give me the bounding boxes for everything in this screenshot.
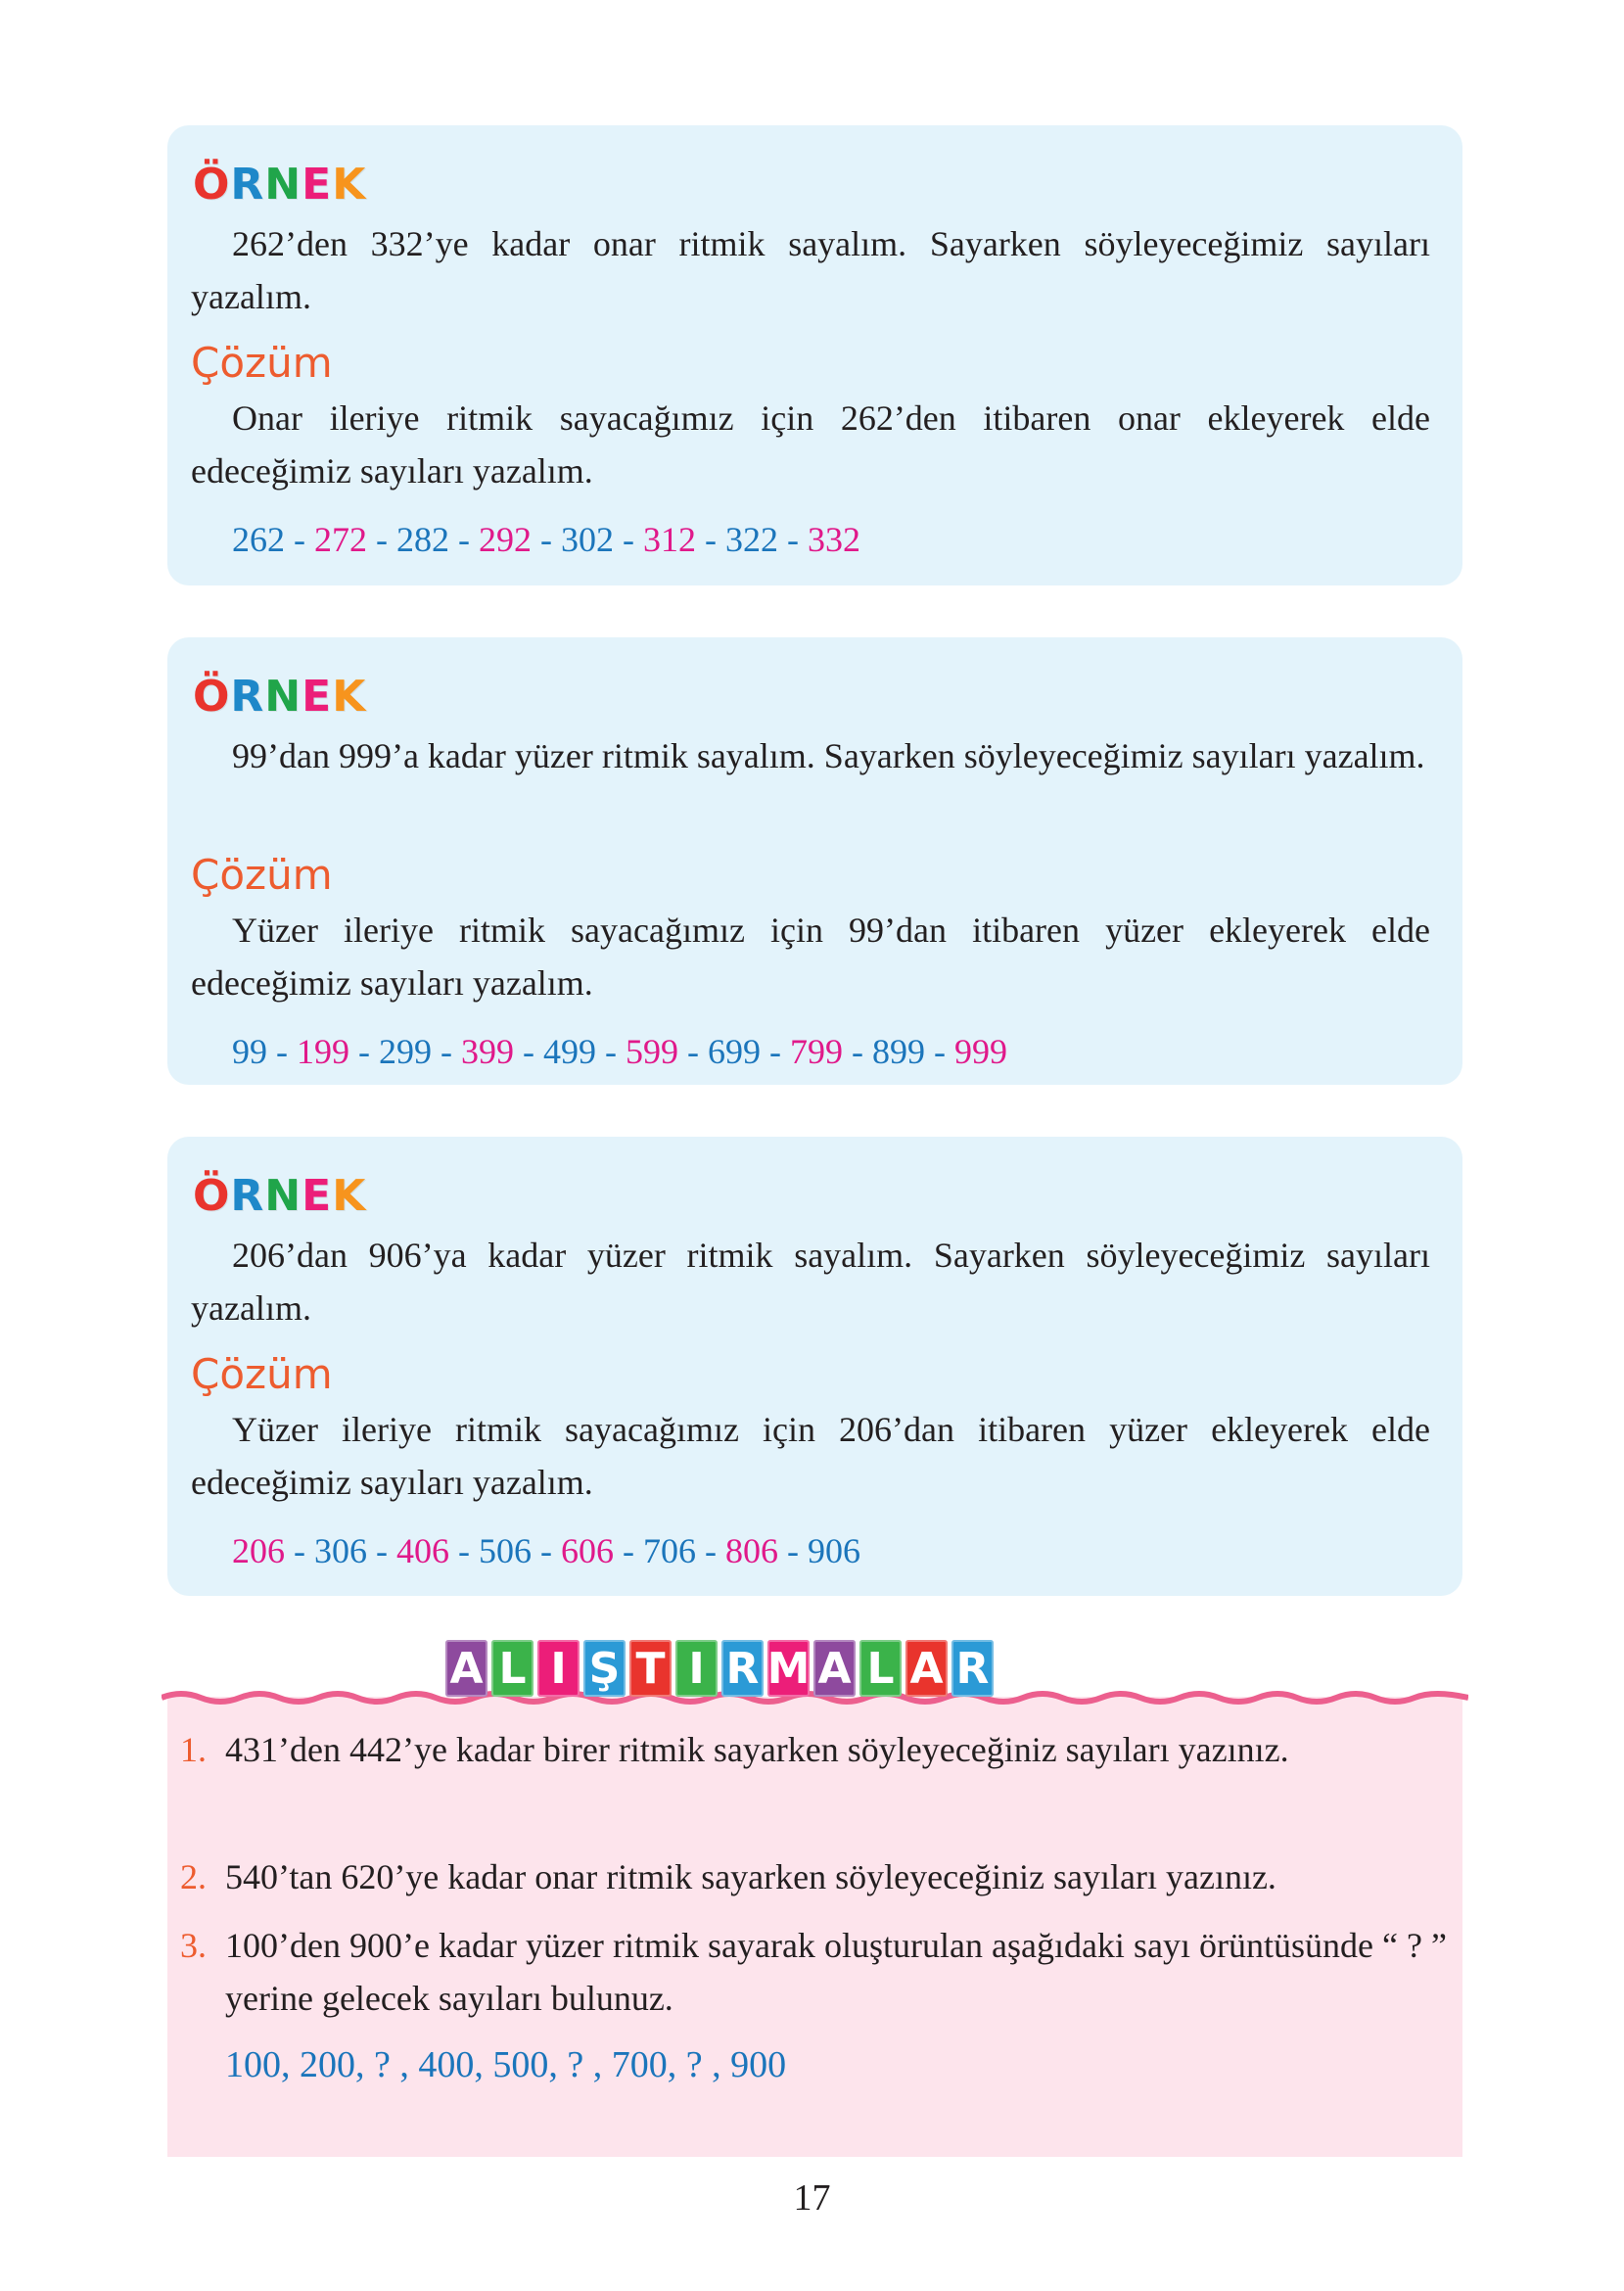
sequence-dash: - — [614, 1531, 643, 1570]
example-box-3 — [167, 1137, 1462, 1596]
solution-label: Çözüm — [191, 339, 333, 387]
sequence-dash: - — [678, 1032, 708, 1071]
ornek-letter: K — [332, 672, 367, 722]
banner-letter-tile: M — [767, 1640, 810, 1697]
exercise-number: 2. — [180, 1857, 207, 1896]
sequence-number: 206 — [232, 1531, 285, 1570]
solution-text: Yüzer ileriye ritmik sayacağımız için 206’dan itibaren yüzer ekleyerek elde edeceğimiz sayıları yazalım. — [191, 1410, 1430, 1502]
sequence-dash: - — [449, 520, 479, 559]
banner-letter-tile: Ş — [583, 1640, 626, 1697]
example-question: 262’den 332’ye kadar onar ritmik sayalım. Sayarken söyleyeceğimiz sayıları yazalım. — [191, 224, 1430, 316]
ornek-letter: Ö — [193, 160, 231, 210]
sequence-number: 806 — [725, 1531, 778, 1570]
sequence-number: 272 — [314, 520, 367, 559]
sequence-number: 706 — [643, 1531, 696, 1570]
sequence-number: 99 — [232, 1032, 267, 1071]
sequence-number: 282 — [396, 520, 449, 559]
ornek-letter: N — [264, 672, 302, 722]
exercise-number: 1. — [180, 1730, 207, 1769]
exercise-text: 540’tan 620’ye kadar onar ritmik sayarken söyleyeceğiniz sayıları yazınız. — [225, 1857, 1276, 1896]
exercise-item-3 — [180, 1919, 1447, 2025]
sequence-number: 322 — [725, 520, 778, 559]
sequence-number: 199 — [297, 1032, 349, 1071]
solution-label: Çözüm — [191, 851, 333, 899]
number-sequence — [232, 515, 860, 564]
sequence-dash: - — [432, 1032, 461, 1071]
sequence-number: 999 — [954, 1032, 1007, 1071]
ornek-letter: K — [332, 160, 367, 210]
sequence-number: 332 — [808, 520, 860, 559]
sequence-number: 606 — [561, 1531, 614, 1570]
example-box-1 — [167, 125, 1462, 585]
sequence-number: 262 — [232, 520, 285, 559]
sequence-number: 699 — [708, 1032, 761, 1071]
banner-letter-tile: A — [813, 1640, 856, 1697]
sequence-dash: - — [449, 1531, 479, 1570]
banner-letter-tile: R — [951, 1640, 994, 1697]
solution-label: Çözüm — [191, 1350, 333, 1398]
sequence-dash: - — [285, 520, 314, 559]
exercise-item-2 — [180, 1850, 1447, 1903]
sequence-dash: - — [843, 1032, 872, 1071]
ornek-letter: E — [302, 160, 333, 210]
banner-letter-tile: A — [445, 1640, 487, 1697]
sequence-number: 306 — [314, 1531, 367, 1570]
ornek-heading — [193, 1171, 367, 1221]
number-sequence — [232, 1027, 1007, 1076]
ornek-letter: R — [230, 160, 265, 210]
number-sequence — [232, 1526, 860, 1575]
sequence-number: 499 — [543, 1032, 596, 1071]
ornek-letter: Ö — [193, 672, 231, 722]
sequence-number: 312 — [643, 520, 696, 559]
banner-letter-tile: L — [859, 1640, 902, 1697]
ornek-heading — [193, 672, 367, 722]
sequence-dash: - — [596, 1032, 626, 1071]
sequence-dash: - — [514, 1032, 543, 1071]
alistirmalar-banner — [445, 1640, 994, 1699]
sequence-number: 599 — [626, 1032, 678, 1071]
sequence-number: 906 — [808, 1531, 860, 1570]
ornek-letter: K — [332, 1171, 367, 1221]
sequence-dash: - — [267, 1032, 297, 1071]
sequence-number: 799 — [790, 1032, 843, 1071]
exercise-text: 431’den 442’ye kadar birer ritmik sayarken söyleyeceğiniz sayıları yazınız. — [225, 1730, 1289, 1769]
sequence-dash: - — [778, 1531, 808, 1570]
banner-letter-tile: L — [491, 1640, 534, 1697]
sequence-number: 299 — [379, 1032, 432, 1071]
sequence-number: 292 — [479, 520, 532, 559]
example-question: 206’dan 906’ya kadar yüzer ritmik sayalım. Sayarken söyleyeceğimiz sayıları yazalım. — [191, 1236, 1430, 1328]
sequence-number: 406 — [396, 1531, 449, 1570]
sequence-number: 506 — [479, 1531, 532, 1570]
sequence-number: 399 — [461, 1032, 514, 1071]
sequence-dash: - — [696, 1531, 725, 1570]
banner-letter-tile: R — [721, 1640, 764, 1697]
ornek-letter: N — [264, 160, 302, 210]
banner-letter-tile: I — [675, 1640, 718, 1697]
ornek-heading — [193, 160, 367, 210]
banner-letter-tile: A — [905, 1640, 948, 1697]
solution-text: Yüzer ileriye ritmik sayacağımız için 99’dan itibaren yüzer ekleyerek elde edeceğimiz sayıları yazalım. — [191, 911, 1430, 1003]
ornek-letter: N — [264, 1171, 302, 1221]
solution-text: Onar ileriye ritmik sayacağımız için 262’den itibaren onar ekleyerek elde edeceğimiz sayıları yazalım. — [191, 398, 1430, 491]
sequence-dash: - — [285, 1531, 314, 1570]
example-question: 99’dan 999’a kadar yüzer ritmik sayalım. Sayarken söyleyeceğimiz sayıları yazalım. — [232, 736, 1425, 775]
exercise-text: 100’den 900’e kadar yüzer ritmik sayarak oluşturulan aşağıdaki sayı örüntüsünde “ ? ” yerine gelecek sayıları bulunuz. — [225, 1926, 1447, 2018]
banner-letter-tile: T — [629, 1640, 672, 1697]
ornek-letter: E — [302, 1171, 333, 1221]
sequence-dash: - — [761, 1032, 790, 1071]
ornek-letter: R — [230, 672, 265, 722]
sequence-dash: - — [367, 520, 396, 559]
sequence-number: 899 — [872, 1032, 925, 1071]
sequence-dash: - — [532, 520, 561, 559]
sequence-dash: - — [696, 520, 725, 559]
sequence-dash: - — [532, 1531, 561, 1570]
sequence-dash: - — [778, 520, 808, 559]
sequence-dash: - — [614, 520, 643, 559]
number-pattern: 100, 200, ? , 400, 500, ? , 700, ? , 900 — [225, 2044, 787, 2085]
ornek-letter: R — [230, 1171, 265, 1221]
sequence-number: 302 — [561, 520, 614, 559]
banner-letter-tile: I — [537, 1640, 580, 1697]
exercise-number: 3. — [180, 1926, 207, 1965]
sequence-dash: - — [925, 1032, 954, 1071]
sequence-dash: - — [349, 1032, 379, 1071]
example-box-2 — [167, 637, 1462, 1085]
exercise-item-1 — [180, 1723, 1447, 1776]
page-number: 17 — [793, 2177, 831, 2219]
sequence-dash: - — [367, 1531, 396, 1570]
ornek-letter: E — [302, 672, 333, 722]
ornek-letter: Ö — [193, 1171, 231, 1221]
